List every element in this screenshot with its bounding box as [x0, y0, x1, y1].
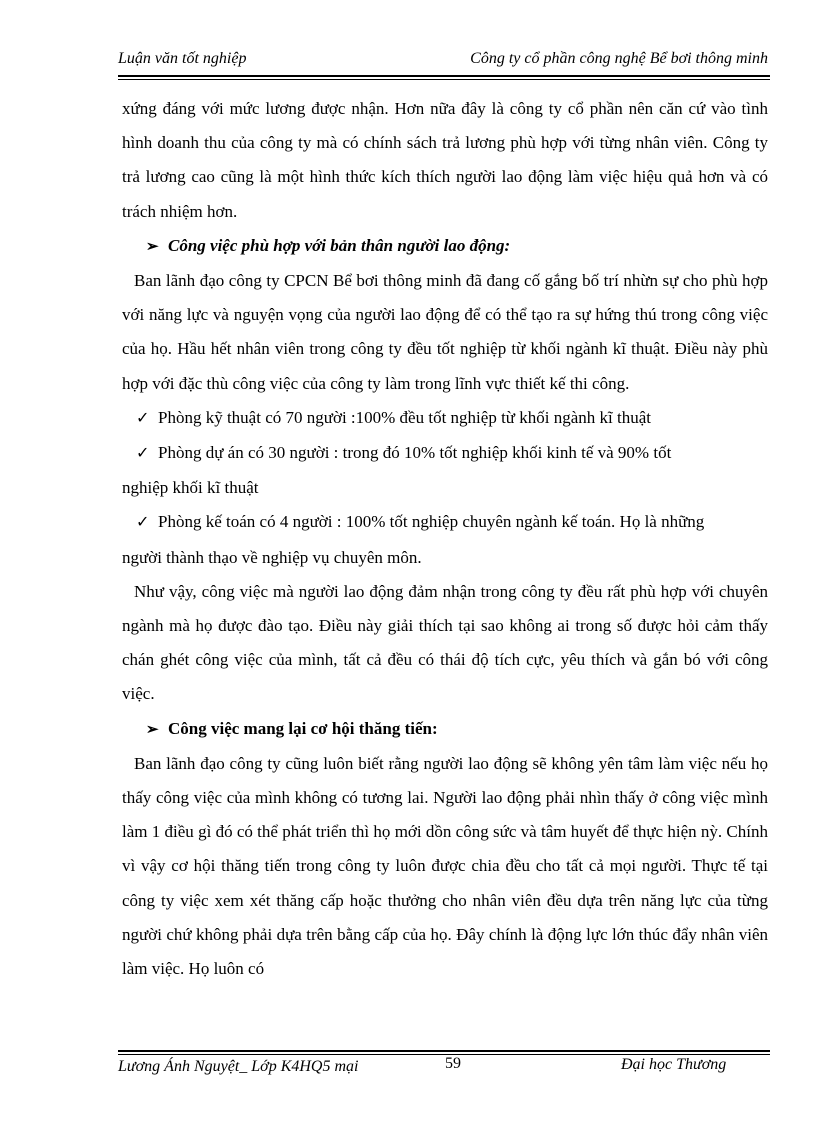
header-thesis-label: Luận văn tốt nghiệp	[118, 50, 247, 67]
footer-university: Đại học Thương	[621, 1056, 727, 1073]
checkmark-icon: ✓	[136, 445, 150, 463]
paragraph-salary: xứng đáng với mức lương được nhận. Hơn nữa đây là công ty cổ phần nên căn cứ vào tình hình doanh thu của công ty mà có chính sách trả lương phù hợp với từng nhân viên. Công ty trả lương cao cũng là một hình thức kích thích người lao động làm việc hiệu quả hơn và có trách nhiệm hơn.	[122, 99, 768, 221]
paragraph-promotion: Ban lãnh đạo công ty cũng luôn biết rằng người lao động sẽ không yên tâm làm việc nếu họ thấy công việc của mình không có tương lai. Người lao động phải nhìn thấy ở công việc mình làm 1 điều gì đó có thể phát triển thì họ mới dồn công sức và tâm huyết để thực hiện nỳ. Chính vì vậy cơ hội thăng tiến trong công ty luôn được chia đều cho tất cả mọi người. Thực tế tại công ty việc xem xét thăng cấp hoặc thưởng cho nhân viên đều dựa trên năng lực của từng người chứ không phải dựa trên bằng cấp của họ. Đây chính là động lực lớn thúc đẩy nhân viên làm việc. Họ luôn có	[122, 753, 768, 979]
page-header	[118, 50, 768, 74]
header-rule-thin	[118, 79, 770, 80]
checkmark-icon: ✓	[136, 409, 150, 427]
list-item-accounting-dept: ✓ Phòng kế toán có 4 người : 100% tốt nghiệp chuyên ngành kế toán. Họ là những	[122, 505, 768, 540]
arrow-bullet-icon: ➢	[146, 238, 159, 255]
paragraph-conclusion: Như vậy, công việc mà người lao động đảm nhận trong công ty đều rất phù hợp với chuyên ngành mà họ được đào tạo. Điều này giải thích tại sao không ai trong số được hỏi cảm thấy chán ghét công việc của mình, tất cả đều có thái độ tích cực, yêu thích và gắn bó với công việc.	[122, 581, 768, 704]
page-body	[122, 92, 768, 986]
paragraph-staffing: Ban lãnh đạo công ty CPCN Bể bơi thông minh đã đang cố gắng bố trí nhừn sự cho phù hợp với năng lực và nguyện vọng của người lao động để có thể tạo ra sự hứng thú trong công việc của họ. Hầu hết nhân viên trong công ty đều tốt nghiệp từ khối ngành kĩ thuật. Điều này phù hợp với đặc thù công việc của công ty làm trong lĩnh vực thiết kế thi công.	[122, 271, 768, 393]
footer-rule-thick	[118, 1050, 770, 1052]
header-company-name: Công ty cổ phần công nghệ Bể bơi thông minh	[470, 50, 768, 67]
list-item-technical-dept: ✓ Phòng kỹ thuật có 70 người :100% đều tốt nghiệp từ khối ngành kĩ thuật	[122, 401, 768, 436]
heading-suitable-work: ➢ Công việc phù hợp với bản thân người lao động:	[122, 229, 768, 264]
arrow-bullet-icon: ➢	[146, 721, 159, 738]
checkmark-icon: ✓	[136, 514, 150, 532]
page-number: 59	[445, 1055, 461, 1072]
list-item-accounting-dept-continued: người thành thạo về nghiệp vụ chuyên môn.	[122, 547, 422, 567]
heading-promotion: ➢ Công việc mang lại cơ hội thăng tiến:	[122, 712, 768, 747]
list-item-project-dept-continued: nghiệp khối kĩ thuật	[122, 478, 259, 498]
footer-author: Lương Ánh Nguyệt_ Lớp K4HQ5 mại	[118, 1058, 359, 1075]
footer-rule-thin	[118, 1054, 770, 1055]
list-item-project-dept: ✓ Phòng dự án có 30 người : trong đó 10% tốt nghiệp khối kinh tế và 90% tốt	[122, 436, 768, 471]
header-rule-thick	[118, 75, 770, 77]
